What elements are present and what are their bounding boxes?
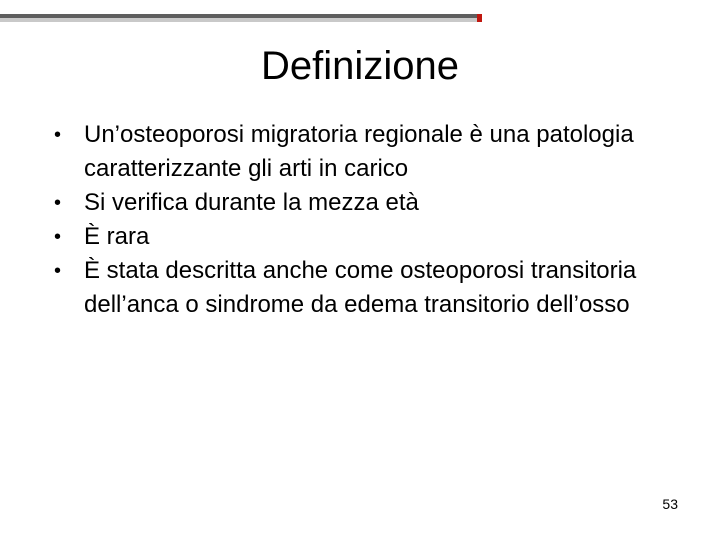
header-bar-red-accent <box>477 14 482 22</box>
bullet-text: È rara <box>84 223 150 250</box>
header-accent-bar <box>0 14 482 22</box>
bullet-marker: • <box>54 192 62 214</box>
bullet-marker: • <box>54 226 62 248</box>
slide-title: Definizione <box>261 44 459 88</box>
bullet-text: Un’osteoporosi migratoria regionale è una patologia caratterizzante gli arti in carico <box>84 121 634 182</box>
bullet-text: È stata descritta anche come osteoporosi transitoria dell’anca o sindrome da edema transitorio dell’osso <box>84 257 637 318</box>
bullet-list <box>54 118 674 322</box>
page-number: 53 <box>662 496 678 512</box>
bullet-item <box>54 254 674 322</box>
bullet-marker: • <box>54 260 62 282</box>
bullet-item <box>54 220 674 254</box>
bullet-item <box>54 118 674 186</box>
bullet-marker: • <box>54 124 62 146</box>
header-bar-light-stripe <box>0 18 482 22</box>
bullet-item <box>54 186 674 220</box>
bullet-text: Si verifica durante la mezza età <box>84 189 419 216</box>
